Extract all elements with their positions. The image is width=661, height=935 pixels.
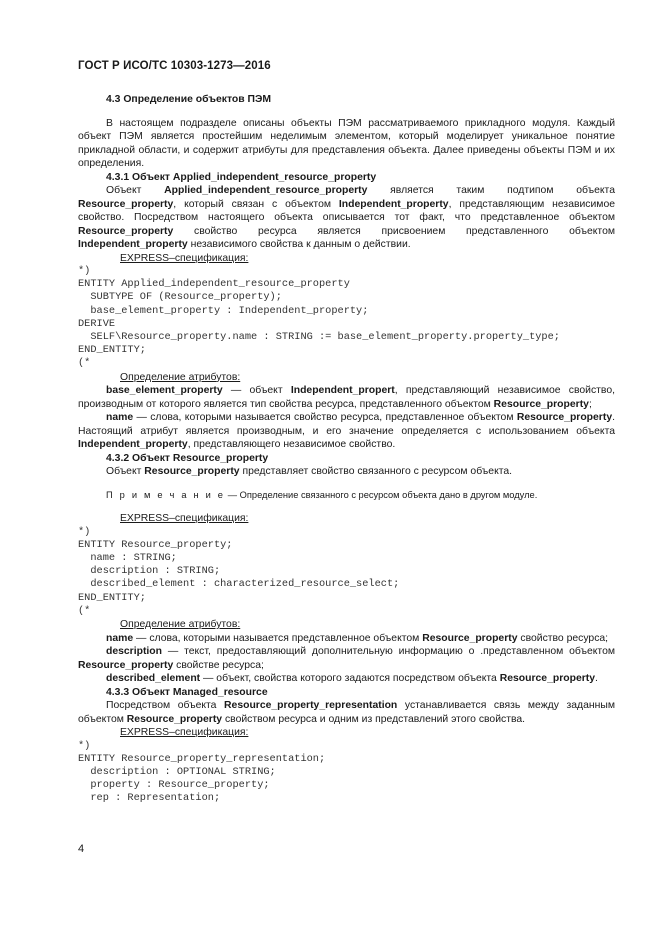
attribute-definition [78,672,615,686]
text: свойство ресурса является присвоением представленного объектом [173,225,615,237]
express-code-block: ENTITY Resource_property; name : STRING; description : STRING; described_element : characterized_resource_select; END_ENTITY; [78,538,400,604]
text: свойством ресурса и одним из представлений этого свойства. [222,713,526,725]
text: — слова, которыми называется представленное объектом [133,632,423,644]
express-code-block: ENTITY Resource_property_representation; description : OPTIONAL STRING; property : Resource_property; rep : Representation; [78,752,326,805]
entity-ref: Independent_property [338,198,449,210]
express-code-block: ENTITY Applied_independent_resource_property SUBTYPE OF (Resource_property); base_element_property : Independent_property; DERIVE SELF\Resource_property.name : STRING := base_element_property.property_type; END_ENTITY; [78,278,560,357]
attribute-name: description [106,646,163,658]
entity-ref: Resource_property [78,225,174,237]
text: , представляющий независимое свойство, производным от которого является тип свойства ресурса, представленного объектом [78,385,615,410]
entity-ref: Resource_property [144,466,240,478]
paragraph-432 [78,465,615,479]
paragraph-433 [78,699,615,726]
attribute-definition [78,411,615,452]
text: — слова, которыми называется свойство ресурса, представленное объектом [133,412,517,424]
text: устанавливается связь между заданным объектом [78,700,615,725]
entity-ref: Independent_property [78,239,188,250]
text: независимого свойства к данным о действии. [187,239,411,250]
text: Посредством объекта [106,700,225,712]
entity-ref: Applied_independent_resource_property [164,185,368,196]
attribute-name: base_element_property [106,385,223,397]
document-header: ГОСТ Р ИСО/ТС 10303-1273—2016 [78,60,271,72]
entity-ref: Independent_propert [290,385,395,397]
section-title: 4.3 Определение объектов ПЭМ [106,94,272,105]
subsection-heading-432: 4.3.2 Объект Resource_property [106,452,269,464]
express-label: EXPRESS–спецификация: [120,513,249,525]
document-body [78,93,615,806]
note-text: — Определение связанного с ресурсом объекта дано в другом модуле. [225,489,538,500]
entity-ref: Resource_property [126,713,223,725]
entity-ref: Resource_property [493,398,589,410]
code-close: (* [78,357,91,370]
attribute-name: name [106,412,134,424]
code-open: *) [78,739,91,752]
attribute-definition [78,632,615,646]
entity-ref: Resource_property [78,659,174,671]
attribute-name: described_element [106,673,201,685]
text: . [595,673,598,685]
code-open: *) [78,525,91,538]
entity-ref: Resource_property [422,632,518,644]
note-label: П р и м е ч а н и е [106,489,226,500]
attr-label: Определение атрибутов: [120,371,241,383]
entity-ref: Resource_property_representation [224,700,398,712]
text: ; [588,398,592,410]
express-label: EXPRESS–спецификация: [120,727,249,739]
text: , который связан с объектом [173,198,339,210]
text: Объект [106,185,165,196]
code-open: *) [78,265,91,277]
attribute-name: name [106,632,134,644]
entity-ref: Independent_property [78,439,188,451]
note [78,489,615,503]
entity-ref: Resource_property [516,412,613,424]
attribute-definition [78,645,615,672]
subsection-heading-433: 4.3.3 Объект Managed_resource [106,686,268,698]
text: , представляющим независимое свойство. Посредством настоящего объекта описывается тот факт, что представленное объектом [78,198,616,223]
text: , представляющего независимое свойство. [187,439,396,451]
paragraph-431 [78,184,615,252]
text: свойстве ресурса; [173,659,264,671]
entity-ref: Resource_property [78,198,174,210]
text: Объект [106,466,145,478]
attr-label: Определение атрибутов: [120,619,241,631]
entity-ref: Resource_property [499,673,596,685]
text: — объект [222,385,291,397]
intro-paragraph: В настоящем подразделе описаны объекты ПЭМ рассматриваемого прикладного модуля. Каждый объект ПЭМ является простейшим неделимым элементом, который моделирует уникальное понятие прикладной области, и содержит атрибуты для представления объекта. Далее приведены объекты ПЭМ и их определения. [78,117,615,169]
text: представляет свойство связанного с ресурсом объекта. [239,466,513,478]
code-close: (* [78,604,91,617]
text: свойство ресурса; [517,632,609,644]
text: является таким подтипом объекта [367,185,615,196]
subsection-heading-431: 4.3.1 Объект Applied_independent_resource_property [106,171,377,183]
text: — текст, предоставляющий дополнительную информацию о .представленном объектом [162,646,615,658]
attribute-definition [78,384,615,411]
page-number: 4 [78,843,85,855]
express-label: EXPRESS–спецификация: [120,252,249,264]
text: . Настоящий атрибут является производным, и его значение определяется с использованием объекта [78,412,615,437]
text: — объект, свойства которого задаются посредством объекта [200,673,500,685]
